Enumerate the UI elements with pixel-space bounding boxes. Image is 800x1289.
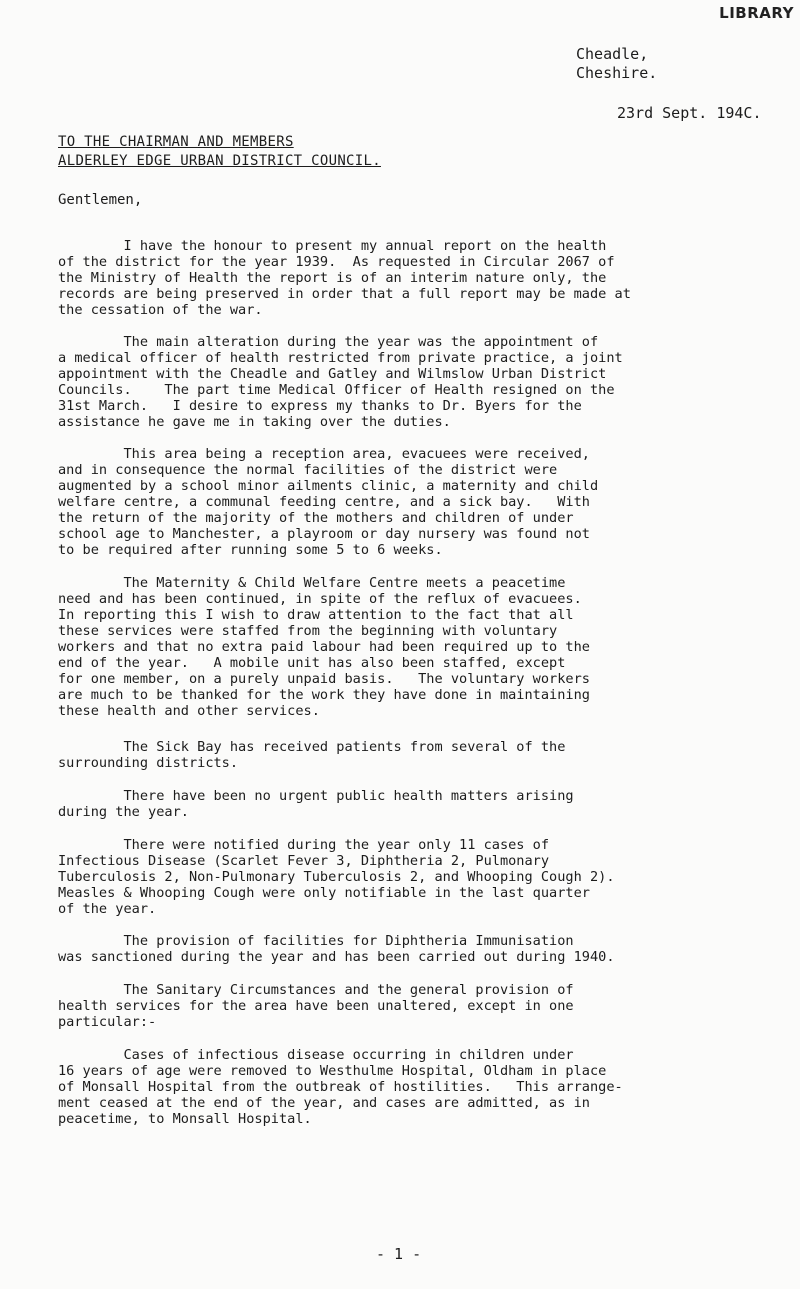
- text-line: This area being a reception area, evacuees were received,: [58, 446, 590, 462]
- text-line: of the district for the year 1939. As requested in Circular 2067 of: [58, 254, 615, 270]
- text-line: The main alteration during the year was the appointment of: [58, 334, 599, 350]
- text-line: peacetime, to Monsall Hospital.: [58, 1111, 312, 1127]
- text-line: of Monsall Hospital from the outbreak of hostilities. This arrange-: [58, 1079, 623, 1095]
- text-line: assistance he gave me in taking over the duties.: [58, 414, 451, 430]
- page-number: - 1 -: [376, 1245, 422, 1263]
- addressee-line-2: ALDERLEY EDGE URBAN DISTRICT COUNCIL.: [58, 153, 381, 169]
- paragraph-appointment: [58, 334, 778, 430]
- paragraph-introduction: [58, 238, 778, 318]
- text-line: need and has been continued, in spite of the reflux of evacuees.: [58, 591, 582, 607]
- paragraph-sick-bay: [58, 739, 778, 771]
- text-line: I have the honour to present my annual report on the health: [58, 238, 607, 254]
- text-line: the cessation of the war.: [58, 302, 263, 318]
- text-line: the return of the majority of the mothers and children of under: [58, 510, 574, 526]
- text-line: and in consequence the normal facilities of the district were: [58, 462, 558, 478]
- text-line: appointment with the Cheadle and Gatley and Wilmslow Urban District: [58, 366, 607, 382]
- text-line: The Sanitary Circumstances and the general provision of: [58, 982, 574, 998]
- paragraph-hospital-cases: [58, 1047, 778, 1127]
- paragraph-maternity-welfare: [58, 575, 778, 719]
- text-line: health services for the area have been unaltered, except in one: [58, 998, 574, 1014]
- text-line: 16 years of age were removed to Westhulme Hospital, Oldham in place: [58, 1063, 607, 1079]
- text-line: these health and other services.: [58, 703, 320, 719]
- text-line: 31st March. I desire to express my thanks to Dr. Byers for the: [58, 398, 582, 414]
- text-line: records are being preserved in order that a full report may be made at: [58, 286, 631, 302]
- paragraph-diphtheria-immunisation: [58, 933, 778, 965]
- text-line: these services were staffed from the beginning with voluntary: [58, 623, 558, 639]
- address-line-1: Cheadle,: [576, 45, 649, 63]
- text-line: augmented by a school minor ailments clinic, a maternity and child: [58, 478, 599, 494]
- paragraph-reception-area: [58, 446, 778, 558]
- text-line: surrounding districts.: [58, 755, 239, 771]
- text-line: a medical officer of health restricted from private practice, a joint: [58, 350, 623, 366]
- text-line: The provision of facilities for Diphtheria Immunisation: [58, 933, 574, 949]
- addressee-line-1: TO THE CHAIRMAN AND MEMBERS: [58, 134, 294, 150]
- text-line: Councils. The part time Medical Officer of Health resigned on the: [58, 382, 615, 398]
- text-line: during the year.: [58, 804, 189, 820]
- text-line: of the year.: [58, 901, 157, 917]
- text-line: There have been no urgent public health matters arising: [58, 788, 574, 804]
- text-line: school age to Manchester, a playroom or day nursery was found not: [58, 526, 590, 542]
- text-line: are much to be thanked for the work they have done in maintaining: [58, 687, 590, 703]
- text-line: to be required after running some 5 to 6 weeks.: [58, 542, 443, 558]
- text-line: for one member, on a purely unpaid basis. The voluntary workers: [58, 671, 590, 687]
- text-line: The Maternity & Child Welfare Centre meets a peacetime: [58, 575, 566, 591]
- text-line: end of the year. A mobile unit has also been staffed, except: [58, 655, 566, 671]
- text-line: Infectious Disease (Scarlet Fever 3, Diphtheria 2, Pulmonary: [58, 853, 550, 869]
- paragraph-infectious-disease: [58, 837, 778, 917]
- text-line: Tuberculosis 2, Non-Pulmonary Tuberculosis 2, and Whooping Cough 2).: [58, 869, 615, 885]
- text-line: There were notified during the year only 11 cases of: [58, 837, 550, 853]
- text-line: The Sick Bay has received patients from several of the: [58, 739, 566, 755]
- text-line: welfare centre, a communal feeding centre, and a sick bay. With: [58, 494, 590, 510]
- text-line: workers and that no extra paid labour had been required up to the: [58, 639, 590, 655]
- text-line: Measles & Whooping Cough were only notifiable in the last quarter: [58, 885, 590, 901]
- letter-date: 23rd Sept. 194C.: [617, 104, 762, 122]
- paragraph-sanitary-circumstances: [58, 982, 778, 1030]
- library-stamp: LIBRARY: [719, 4, 794, 22]
- text-line: In reporting this I wish to draw attention to the fact that all: [58, 607, 574, 623]
- paragraph-public-health: [58, 788, 778, 820]
- text-line: Cases of infectious disease occurring in children under: [58, 1047, 574, 1063]
- address-line-2: Cheshire.: [576, 64, 658, 82]
- text-line: particular:-: [58, 1014, 157, 1030]
- text-line: ment ceased at the end of the year, and cases are admitted, as in: [58, 1095, 590, 1111]
- text-line: was sanctioned during the year and has been carried out during 1940.: [58, 949, 615, 965]
- salutation: Gentlemen,: [58, 192, 143, 208]
- text-line: the Ministry of Health the report is of an interim nature only, the: [58, 270, 607, 286]
